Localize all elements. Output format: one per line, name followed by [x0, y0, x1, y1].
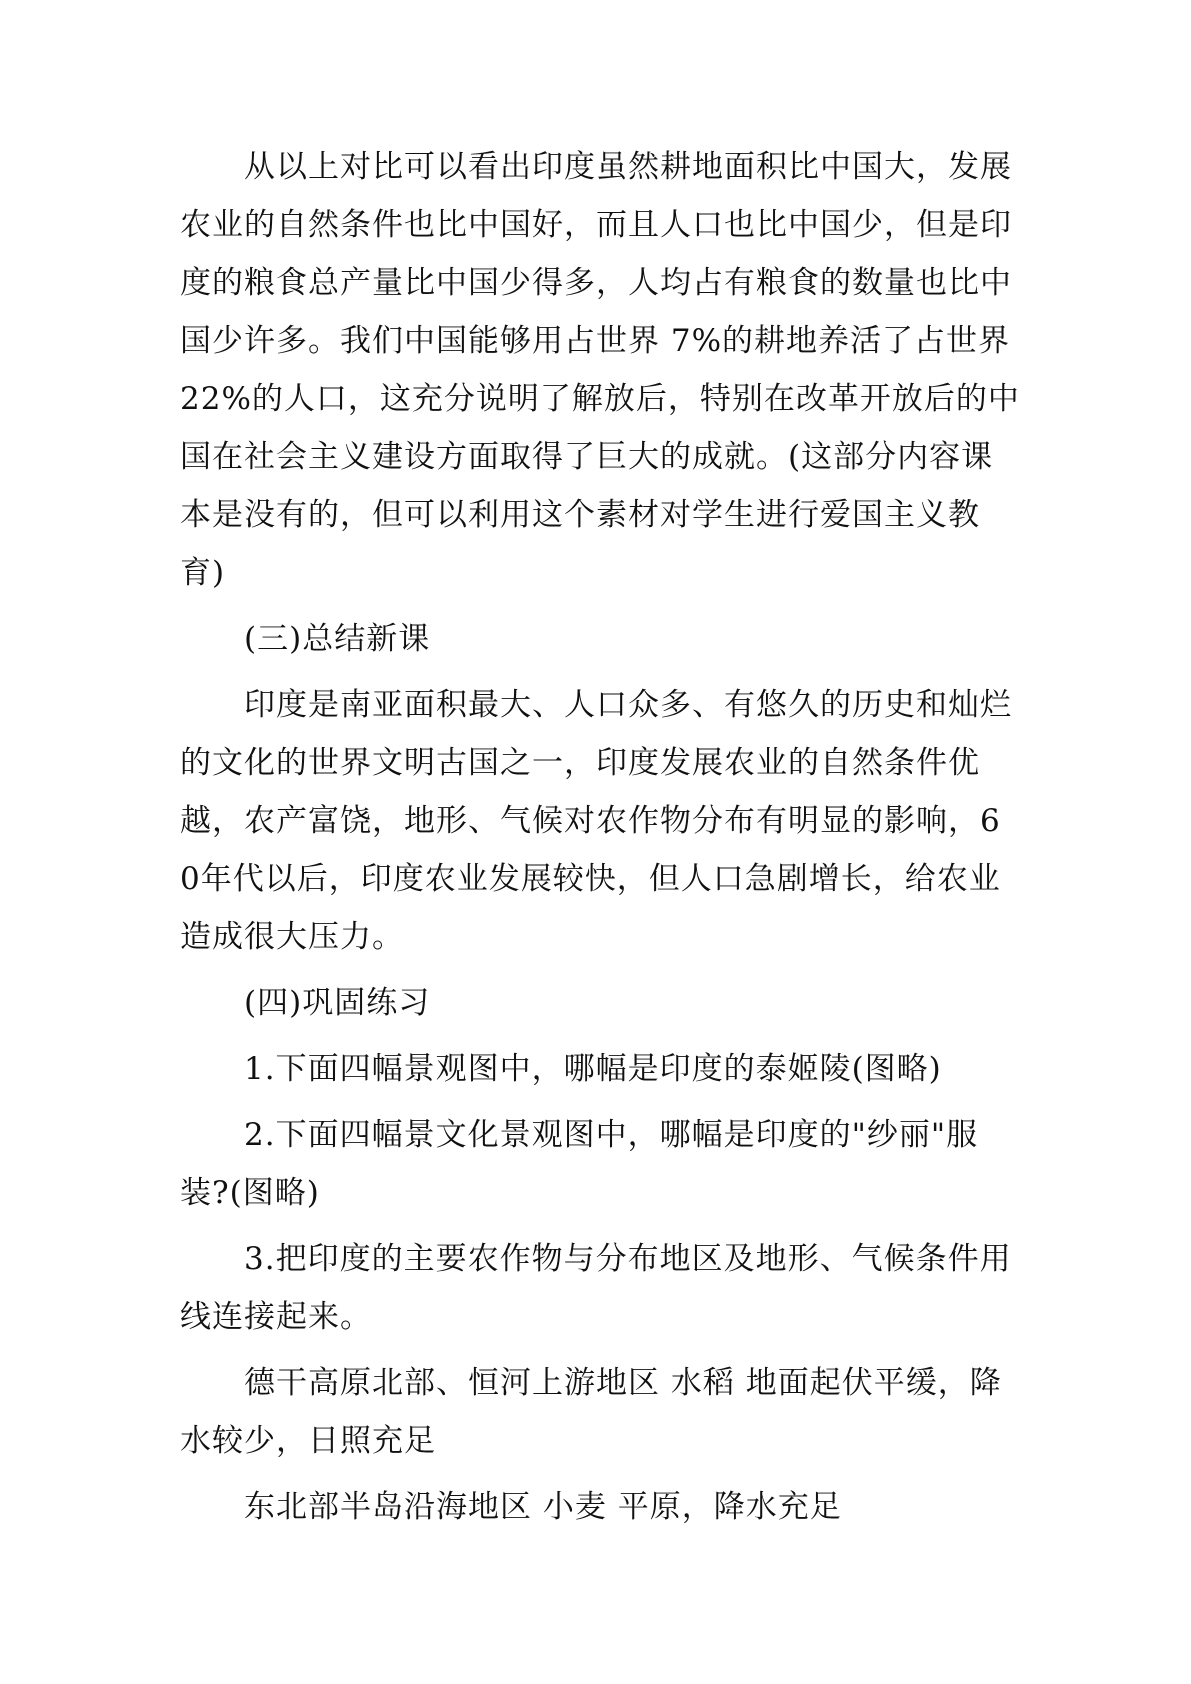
matching-line-1: 德干高原北部、恒河上游地区 水稻 地面起伏平缓，降水较少，日照充足	[180, 1365, 1002, 1459]
section-heading-exercises: (四)巩固练习	[244, 985, 431, 1021]
exercise-item-1: 1.下面四幅景观图中，哪幅是印度的泰姬陵(图略)	[244, 1051, 942, 1087]
exercise-item-3: 3.把印度的主要农作物与分布地区及地形、气候条件用线连接起来。	[180, 1241, 1012, 1335]
paragraph-comparison: 从以上对比可以看出印度虽然耕地面积比中国大，发展农业的自然条件也比中国好，而且人口也比中国少，但是印度的粮食总产量比中国少得多，人均占有粮食的数量也比中国少许多。我们中国能够用占世界 7%的耕地养活了占世界22%的人口，这充分说明了解放后，特别在改革开放后的中国在社会主义建设方面取得了巨大的成就。(这部分内容课本是没有的，但可以利用这个素材对学生进行爱国主义教育)	[180, 149, 1020, 591]
exercise-item-2: 2.下面四幅景文化景观图中，哪幅是印度的"纱丽"服装?(图略)	[180, 1117, 979, 1211]
section-heading-summary: (三)总结新课	[244, 621, 431, 657]
document-body	[180, 138, 1020, 1544]
matching-line-2: 东北部半岛沿海地区 小麦 平原，降水充足	[244, 1489, 842, 1525]
paragraph-summary: 印度是南亚面积最大、人口众多、有悠久的历史和灿烂的文化的世界文明古国之一，印度发展农业的自然条件优越，农产富饶，地形、气候对农作物分布有明显的影响，60年代以后，印度农业发展较快，但人口急剧增长，给农业造成很大压力。	[180, 687, 1012, 955]
